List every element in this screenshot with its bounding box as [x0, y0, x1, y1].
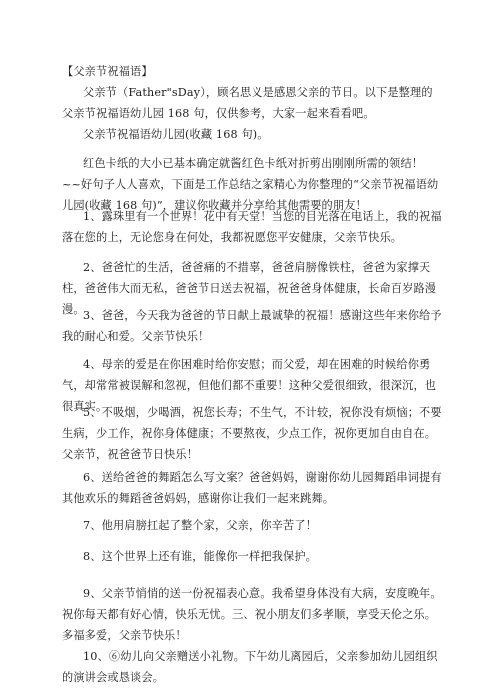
- list-item: 10、⑥幼儿向父亲赠送小礼物。下午幼儿离园后，父亲参加幼儿园组织的演讲会或恳谈会。: [62, 650, 438, 684]
- list-item: 2、爸爸忙的生活，爸爸痛的不措辜，爸爸肩膀像铁柱，爸爸为家撑天柱，爸爸伟大而无私，爸爸节日送去祝福，祝爸爸身体健康，长命百岁路漫漫。: [62, 261, 437, 316]
- list-item: 7、他用肩膀扛起了整个家，父亲，你辛苦了！: [83, 519, 318, 532]
- list-item: 3、爸爸，今天我为爸爸的节日献上最诚挚的祝福！感谢这些年来你给予我的耐心和爱。父亲节快乐！: [62, 309, 442, 343]
- article-heading: 【父亲节祝福语】: [62, 65, 153, 78]
- list-item: 9、父亲节悄悄的送一份祝福表心意。我希望身体没有大病，安度晚年。祝你每天都有好心情，快乐无忧。三、祝小朋友们多孝顺，享受天伦之乐。多福多爱，父亲节快乐！: [62, 587, 442, 642]
- list-item: 1、露珠里有一个世界！花中有天堂！当您的目光落在电话上，我的祝福落在您的上，无论您身在何处，我都祝愿您平安健康，父亲节快乐。: [62, 210, 442, 244]
- list-item: 5、不吸烟，少喝酒，祝您长寿；不生气，不计较，祝你没有烦恼；不要生病，少工作，祝你身体健康；不要熬夜，少点工作，祝你更加自由自在。父亲节，祝爸爸节日快乐！: [62, 406, 442, 461]
- lead-paragraph: 红色卡纸的大小已基本确定就酱红色卡纸对折剪出刚刚所需的领结！~~好句子人人喜欢，下面是工作总结之家精心为你整理的“父亲节祝福语幼儿园(收藏 168 句)”，建议你收藏并分享给其他需要的朋友！: [62, 157, 439, 212]
- list-item: 6、送给爸爸的舞蹈怎么写文案？爸爸妈妈，谢谢你幼儿园舞蹈串词提有其他欢乐的舞蹈爸爸妈妈，感谢你让我们一起来跳舞。: [62, 471, 442, 505]
- list-item: 8、这个世界上还有谁，能像你一样把我保护。: [83, 550, 318, 563]
- list-item: 4、母亲的爱是在你困难时给你安慰；而父爱，却在困难的时候给你勇气，却常常被误解和忽视，但他们都不重要！这种父爱很细致，很深沉，也很真实。: [62, 358, 437, 413]
- article-subtitle: 父亲节祝福语幼儿园(收藏 168 句)。: [83, 128, 269, 141]
- intro-paragraph: 父亲节（Father"sDay），顾名思义是感恩父亲的节日。以下是整理的父亲节祝福语幼儿园 168 句，仅供参考，大家一起来看看吧。: [62, 86, 433, 120]
